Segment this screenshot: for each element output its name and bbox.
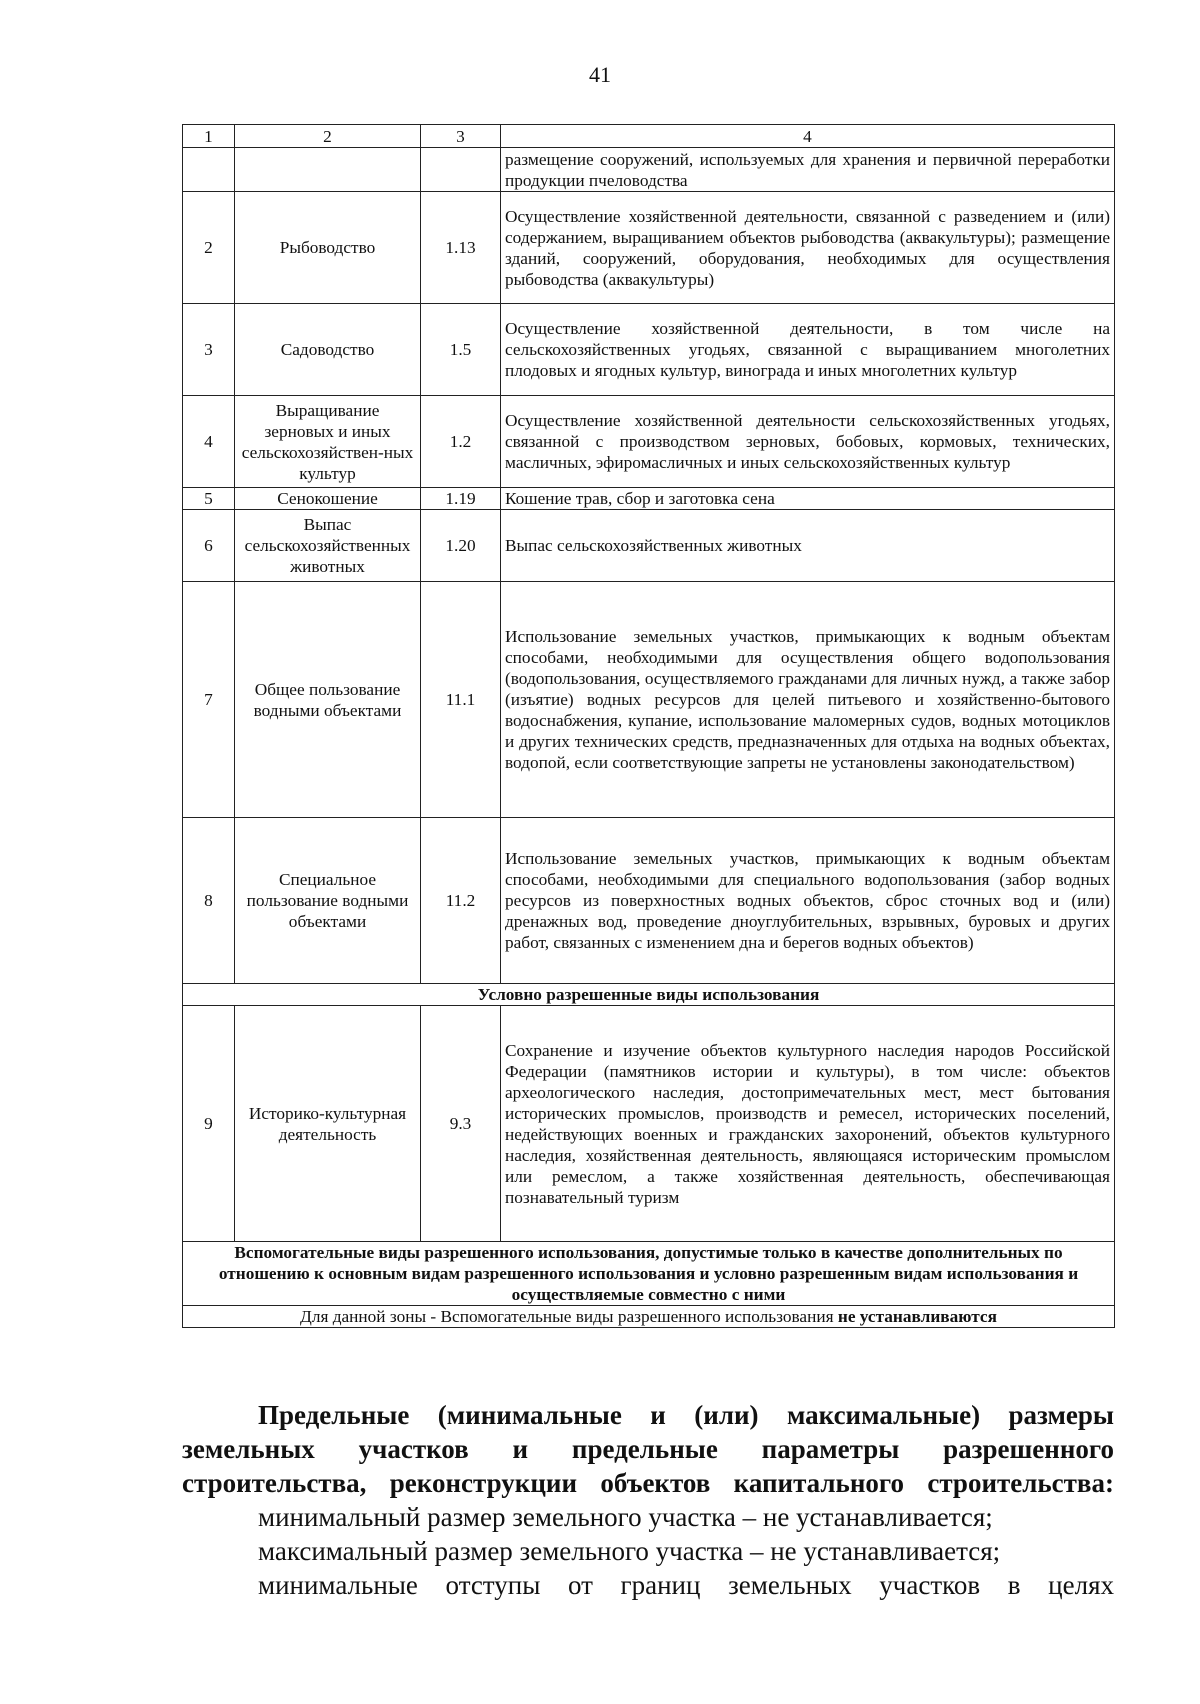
row-use-name: Рыбоводство: [235, 192, 421, 304]
row-use-code: 1.19: [421, 488, 501, 510]
cell-empty: [421, 148, 501, 192]
row-use-code: 1.5: [421, 304, 501, 396]
row-description: Кошение трав, сбор и заготовка сена: [501, 488, 1115, 510]
limits-heading: Предельные (минимальные и (или) максимальные) размеры земельных участков и предельные параметры разрешенного: [182, 1400, 1114, 1464]
footer-note-prefix: Для данной зоны - Вспомогательные виды разрешенного использования: [300, 1307, 838, 1326]
row-use-code: 1.2: [421, 396, 501, 488]
footer-note-bold: не устанавливаются: [837, 1307, 997, 1326]
row-description: Использование земельных участков, примыкающих к водным объектам способами, необходимыми для осуществления общего водопользования (водопользования, осуществляемого гражданами для личных нужд, а также забор (изъятие) водных ресурсов для целей питьевого и хозяйственно-бытового водоснабжения, купание, использование маломерных судов, водных мотоциклов и других технических средств, предназначенных для отдыха на водных объектах, водопой, если соответствующие запреты не установлены законодательством): [501, 582, 1115, 818]
row-use-name: Специальное пользование водными объектами: [235, 818, 421, 984]
row-number: 3: [183, 304, 235, 396]
row-use-name: Общее пользование водными объектами: [235, 582, 421, 818]
row-use-code: 1.20: [421, 510, 501, 582]
row-description: Осуществление хозяйственной деятельности, связанной с разведением и (или) содержанием, выращиванием объектов рыбоводства (аквакультуры); размещение зданий, сооружений, оборудования, необходимых для осуществления рыбоводства (аквакультуры): [501, 192, 1115, 304]
cell-empty: [183, 148, 235, 192]
row-number: 8: [183, 818, 235, 984]
table-row: [183, 1006, 1115, 1242]
column-number: 3: [421, 125, 501, 148]
section-auxiliary-title: Вспомогательные виды разрешенного использования, допустимые только в качестве дополнительных по отношению к основным видам разрешенного использования и условно разрешенным видам использования и осуществляемые совместно с ними: [183, 1242, 1115, 1306]
column-number: 1: [183, 125, 235, 148]
table-row-continuation: [183, 148, 1115, 192]
row-use-name: Историко-культурная деятельность: [235, 1006, 421, 1242]
section-row: [183, 1242, 1115, 1306]
footer-note: [183, 1306, 1115, 1328]
row-number: 5: [183, 488, 235, 510]
footer-row: [183, 1306, 1115, 1328]
row-number: 6: [183, 510, 235, 582]
table-row: [183, 510, 1115, 582]
table-row: [183, 192, 1115, 304]
row-use-code: 11.2: [421, 818, 501, 984]
row-use-code: 9.3: [421, 1006, 501, 1242]
row-number: 7: [183, 582, 235, 818]
page-number: 41: [589, 62, 611, 87]
limits-heading-continued: строительства, реконструкции объектов капитального строительства:: [182, 1468, 1114, 1498]
column-number-row: [183, 125, 1115, 148]
table-row: [183, 304, 1115, 396]
row-description: Использование земельных участков, примыкающих к водным объектам способами, необходимыми для специального водопользования (забор водных ресурсов из поверхностных водных объектов, сброс сточных вод и (или) дренажных вод, проведение дноуглубительных, взрывных, буровых и других работ, связанных с изменением дна и берегов водных объектов): [501, 818, 1115, 984]
row-use-name: Выращивание зерновых и иных сельскохозяйствен-ных культур: [235, 396, 421, 488]
table-row: [183, 396, 1115, 488]
permitted-use-table: [182, 124, 1115, 1328]
column-number: 2: [235, 125, 421, 148]
column-number: 4: [501, 125, 1115, 148]
limits-section: [182, 1398, 1114, 1602]
row-use-name: Садоводство: [235, 304, 421, 396]
table-row: [183, 582, 1115, 818]
section-row: [183, 984, 1115, 1006]
table-row: [183, 818, 1115, 984]
row-use-code: 11.1: [421, 582, 501, 818]
row-use-name: Сенокошение: [235, 488, 421, 510]
cell-empty: [235, 148, 421, 192]
row-number: 4: [183, 396, 235, 488]
row-description: Выпас сельскохозяйственных животных: [501, 510, 1115, 582]
limits-item: минимальный размер земельного участка – не устанавливается;: [258, 1502, 993, 1532]
row-description: Осуществление хозяйственной деятельности, в том числе на сельскохозяйственных угодьях, связанной с выращиванием многолетних плодовых и ягодных культур, винограда и иных многолетних культур: [501, 304, 1115, 396]
table-row: [183, 488, 1115, 510]
limits-item: максимальный размер земельного участка – не устанавливается;: [258, 1536, 1001, 1566]
section-conditional-title: Условно разрешенные виды использования: [183, 984, 1115, 1006]
row-description: размещение сооружений, используемых для хранения и первичной переработки продукции пчеловодства: [501, 148, 1115, 192]
row-description: Сохранение и изучение объектов культурного наследия народов Российской Федерации (памятников истории и культуры), в том числе: объектов археологического наследия, достопримечательных мест, мест бытования исторических промыслов, производств и ремесел, исторических поселений, недействующих военных и гражданских захоронений, объектов культурного наследия, хозяйственная деятельность, являющаяся историческим промыслом или ремеслом, а также хозяйственная деятельность, обеспечивающая познавательный туризм: [501, 1006, 1115, 1242]
row-use-name: Выпас сельскохозяйственных животных: [235, 510, 421, 582]
row-description: Осуществление хозяйственной деятельности сельскохозяйственных угодьях, связанной с производством зерновых, бобовых, кормовых, технических, масличных, эфиромасличных и иных сельскохозяйственных культур: [501, 396, 1115, 488]
row-use-code: 1.13: [421, 192, 501, 304]
limits-item: минимальные отступы от границ земельных участков в целях: [258, 1570, 1114, 1600]
row-number: 2: [183, 192, 235, 304]
row-number: 9: [183, 1006, 235, 1242]
